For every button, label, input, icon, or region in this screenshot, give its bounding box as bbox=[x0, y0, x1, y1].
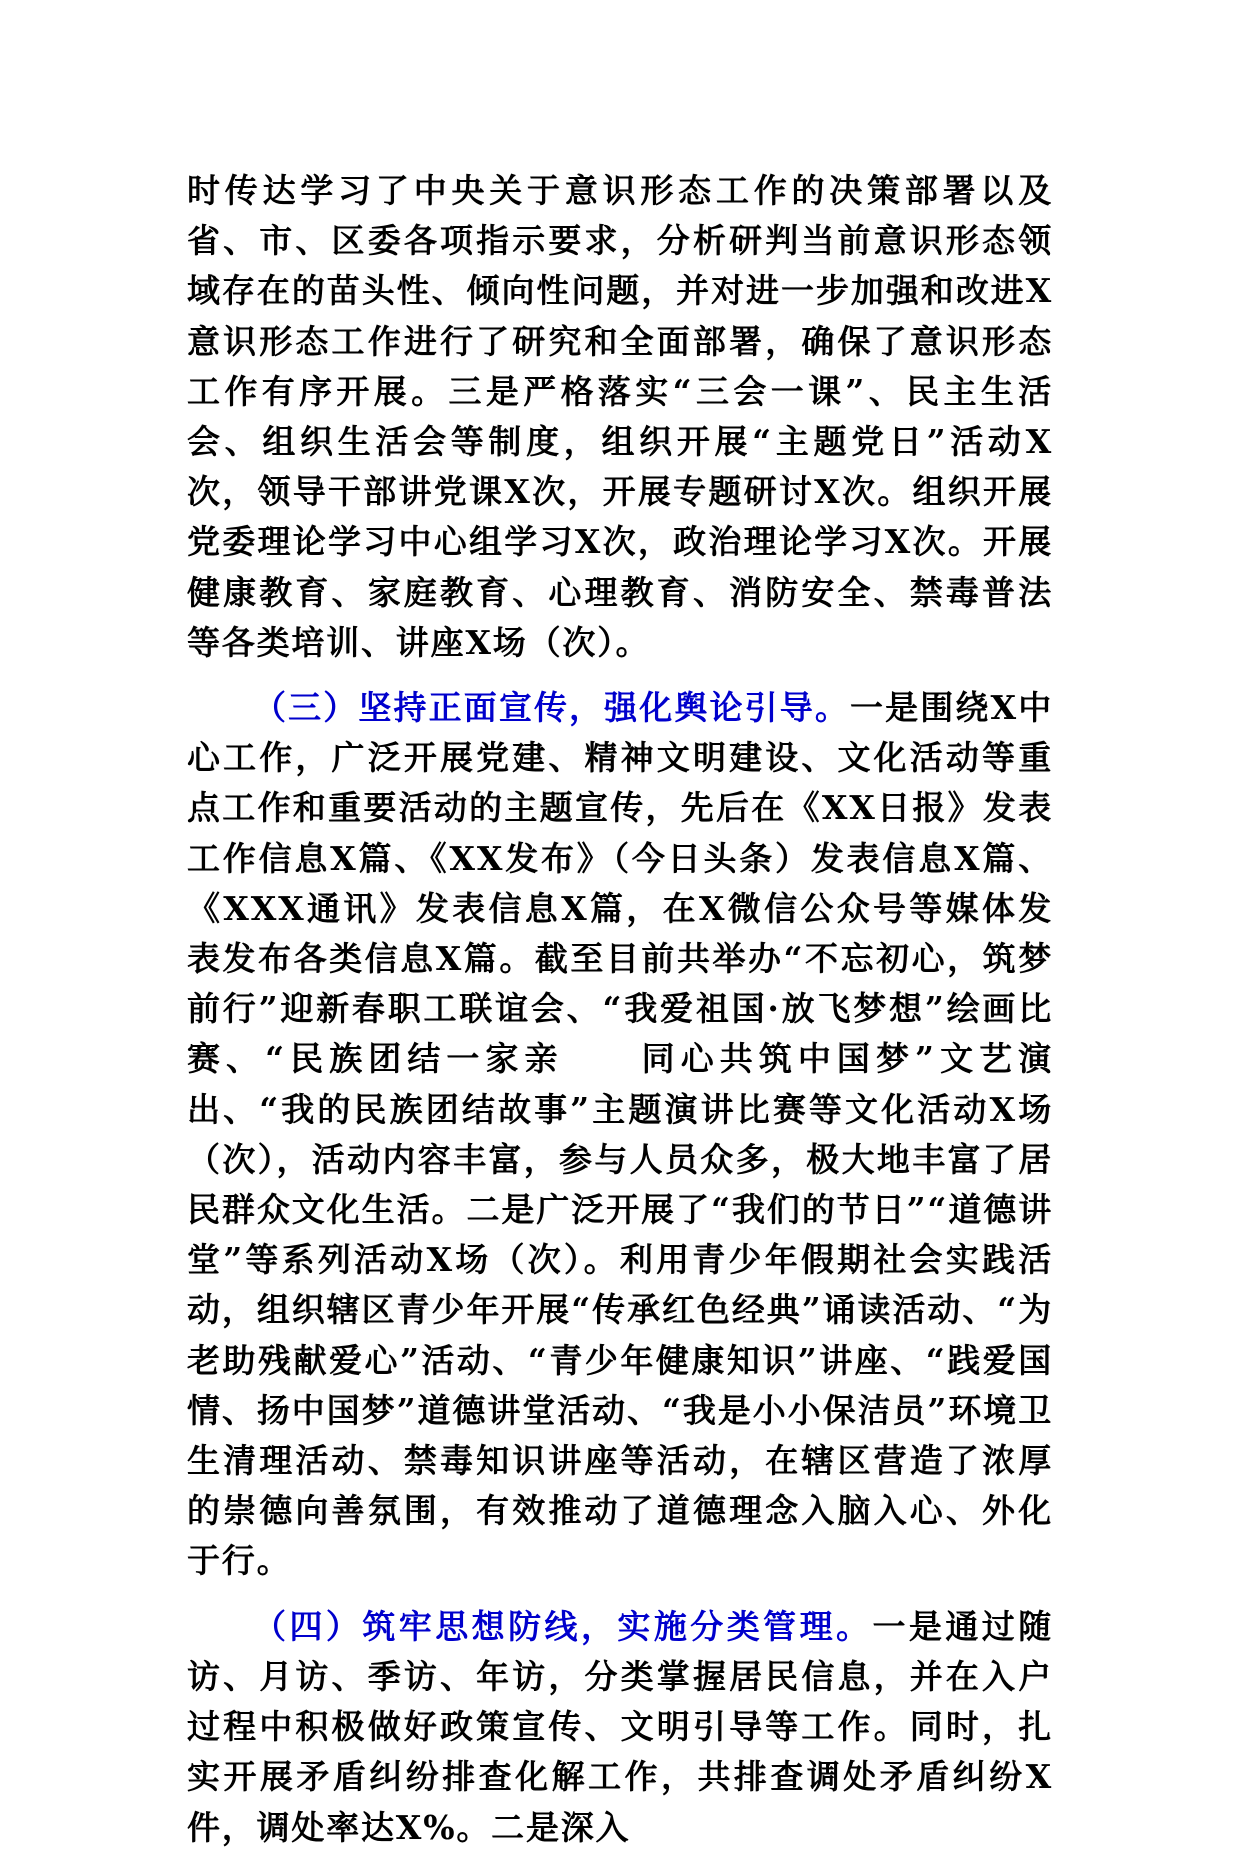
paragraph-text: 一是通过随访、月访、季访、年访，分类掌握居民信息，并在入户过程中积极做好政策宣传、文明引导等工作。同时，扎实开展矛盾纠纷排查化解工作，共排查调处矛盾纠纷X件，调处率达X%。二是深入 bbox=[187, 1606, 1054, 1847]
paragraph-text: 一是围绕X中心工作，广泛开展党建、精神文明建设、文化活动等重点工作和重要活动的主题宣传，先后在《XX日报》发表工作信息X篇、《XX发布》（今日头条）发表信息X篇、《XXX通讯》发表信息X篇，在X微信公众号等媒体发表发布各类信息X篇。截至目前共举办“不忘初心，筑梦前行”迎新春职工联谊会、“我爱祖国·放飞梦想”绘画比赛、“民族团结一家亲 同心共筑中国梦”文艺演出、“我的民族团结故事”主题演讲比赛等文化活动X场（次），活动内容丰富，参与人员众多，极大地丰富了居民群众文化生活。二是广泛开展了“我们的节日”“道德讲堂”等系列活动X场（次）。利用青少年假期社会实践活动，组织辖区青少年开展“传承红色经典”诵读活动、“为老助残献爱心”活动、“青少年健康知识”讲座、“践爱国情、扬中国梦”道德讲堂活动、“我是小小保洁员”环境卫生清理活动、禁毒知识讲座等活动，在辖区营造了浓厚的崇德向善氛围，有效推动了道德理念入脑入心、外化于行。 bbox=[187, 688, 1053, 1581]
section-heading-4: （四）筑牢思想防线，实施分类管理。 bbox=[253, 1606, 873, 1646]
paragraph-text: 时传达学习了中央关于意识形态工作的决策部署以及省、市、区委各项指示要求，分析研判当前意识形态领域存在的苗头性、倾向性问题，并对进一步加强和改进X意识形态工作进行了研究和全面部署，确保了意识形态工作有序开展。三是严格落实“三会一课”、民主生活会、组织生活会等制度，组织开展“主题党日”活动X次，领导干部讲党课X次，开展专题研讨X次。组织开展党委理论学习中心组学习X次，政治理论学习X次。开展健康教育、家庭教育、心理教育、消防安全、禁毒普法等各类培训、讲座X场（次）。 bbox=[187, 171, 1053, 662]
paragraph-section-3 bbox=[187, 683, 1053, 1587]
section-heading-3: （三）坚持正面宣传，强化舆论引导。 bbox=[253, 688, 850, 728]
paragraph-continuation bbox=[187, 166, 1053, 668]
document-page bbox=[187, 166, 1053, 1853]
paragraph-section-4 bbox=[187, 1602, 1053, 1853]
